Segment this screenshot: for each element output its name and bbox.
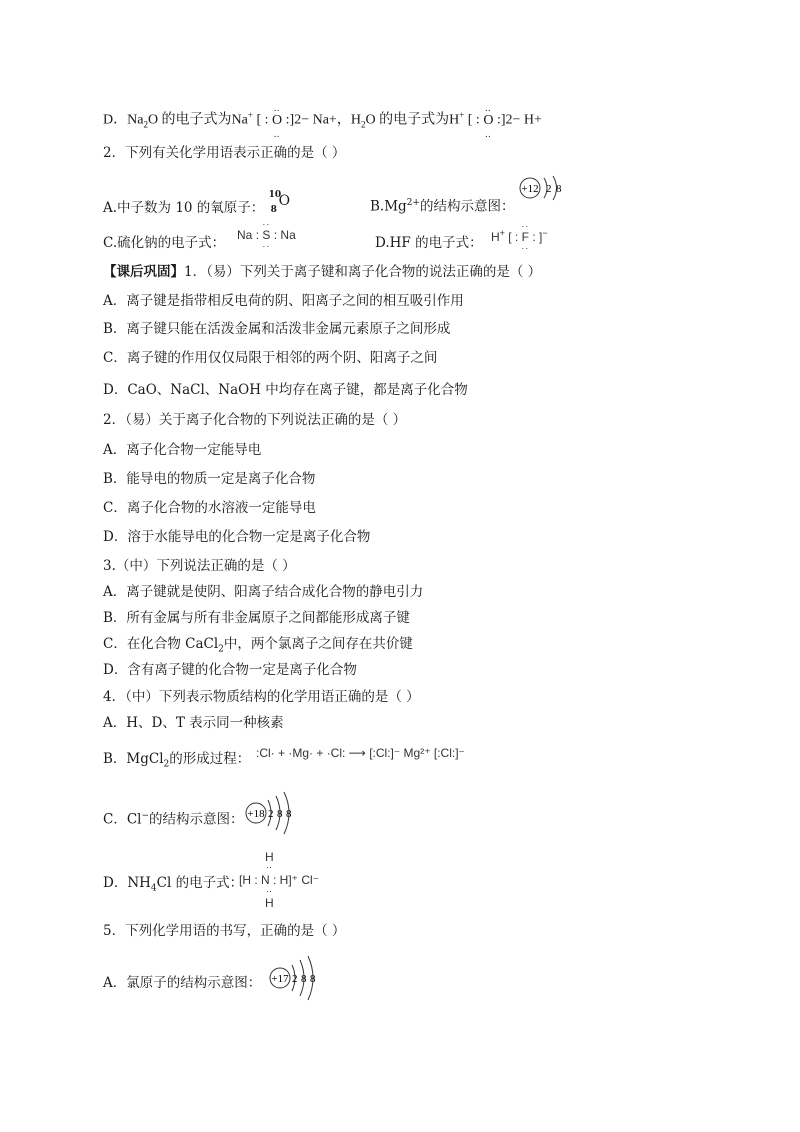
review-q4-d: D．$NH_4Cl$ 的电子式：: [103, 875, 244, 894]
review-q3-d: D．含有离子键的化合物一定是离子化合物: [103, 662, 357, 678]
mg-ion-structure-diagram: [516, 174, 576, 206]
review-q1-c: C．离子键的作用仅仅局限于相邻的两个阴、阳离子之间: [103, 350, 438, 366]
q1d-text2: ，H: [336, 112, 361, 128]
q2-option-b: $B.Mg^{2+}$的结构示意图：: [370, 198, 515, 215]
q1d-h-plus-end: H+: [523, 112, 542, 128]
review-q4-b: B．MgCl$_2$的形成过程：: [103, 751, 251, 770]
mgcl2-formation-process: :Cl· + ·Mg· + ·Cl: ⟶ [:Cl:]⁻ Mg²⁺ [:Cl:]⁻: [256, 746, 465, 760]
na2s-electron-formula: Na : ·· S ·· : Na: [237, 219, 296, 251]
review-q3-b: B．所有金属与所有非金属原子之间都能形成离子键: [103, 610, 410, 626]
review-q5-stem: 5．下列化学用语的书写，正确的是（ ）: [103, 923, 346, 939]
oxygen-isotope: 10 8 O: [268, 190, 291, 215]
q1d-text1: O 的电子式为Na: [147, 112, 248, 128]
review-q1-stem: 【课后巩固】1．（易）下列关于离子键和离子化合物的说法正确的是（ ）: [103, 264, 542, 280]
q1d-text3: O 的电子式为H: [365, 112, 460, 128]
review-heading: 【课后巩固】: [103, 264, 184, 280]
mg-shell-1: 2: [546, 183, 552, 195]
review-q1-a: A．离子键是指带相反电荷的阴、阳离子之间的相互吸引作用: [103, 293, 464, 309]
q2-a-label: A.中子数为 10 的氧原子：: [103, 200, 265, 216]
q1d-na-plus: Na+: [312, 112, 337, 128]
review-q4-stem: 4．（中）下列表示物质结构的化学用语正确的是（ ）: [103, 689, 420, 705]
svg-text:+17: +17: [271, 973, 289, 985]
q1d-sup-plus: +: [247, 110, 253, 120]
q1d-sub1: 2: [143, 119, 148, 130]
mg-shell-2: 8: [556, 183, 562, 195]
svg-text:+18: +18: [247, 808, 265, 820]
q1-option-d: D．$Na_2O$ 的电子式为Na+ [ : ‥ O ‥ :]2− Na+，$H_2O$ 的电子式为H+ [ : ‥ O ‥ :]2− H+: [103, 102, 542, 139]
svg-text:8: 8: [277, 808, 283, 820]
review-q1-b: B．离子键只能在活泼金属和活泼非金属元素原子之间形成: [103, 321, 451, 337]
q1d-charge: ]2−: [289, 112, 310, 128]
review-q2-c: C．离子化合物的水溶液一定能导电: [103, 500, 316, 516]
svg-text:2: 2: [292, 973, 298, 985]
mg-nucleus-label: +12: [521, 183, 539, 195]
svg-text:8: 8: [286, 808, 292, 820]
cl-ion-structure-diagram: [244, 790, 300, 836]
review-q3-stem: 3.（中）下列说法正确的是（ ）: [103, 558, 296, 574]
cl-atom-structure-diagram: [268, 954, 324, 1002]
q1d-label: D．Na: [103, 112, 144, 128]
svg-text:8: 8: [301, 973, 307, 985]
review-q4-c: C．Cl−的结构示意图：: [103, 811, 244, 828]
q1d-bracket-open: [ :: [256, 112, 269, 128]
svg-text:2: 2: [268, 808, 274, 820]
q2-stem: 2．下列有关化学用语表示正确的是（ ）: [103, 145, 346, 161]
q2-option-d: D.HF 的电子式：: [375, 235, 483, 251]
svg-text:8: 8: [310, 973, 316, 985]
review-q5-a: A．氯原子的结构示意图：: [103, 975, 262, 991]
q1d-oxygen: ‥ O ‥: [272, 102, 283, 139]
q2-option-c: C.硫化钠的电子式：: [103, 235, 226, 251]
q1d-oxygen-2: ‥ O ‥: [483, 102, 494, 139]
review-q3-a: A．离子键就是使阴、阳离子结合成化合物的静电引力: [103, 584, 424, 600]
q2-option-a: [103, 190, 291, 217]
hf-electron-formula: H+ [ : ·· F ·· : ]−: [491, 221, 548, 253]
review-q2-stem: 2．（易）关于离子化合物的下列说法正确的是（ ）: [103, 412, 407, 428]
nh4cl-electron-formula: H ·· [H : N : H]⁺ Cl⁻ ·· H: [239, 850, 320, 910]
review-q2-b: B．能导电的物质一定是离子化合物: [103, 471, 316, 487]
review-q2-d: D．溶于水能导电的化合物一定是离子化合物: [103, 529, 371, 545]
review-q1-d: D．CaO、NaCl、NaOH 中均存在离子键，都是离子化合物: [103, 382, 468, 398]
review-q2-a: A．离子化合物一定能导电: [103, 442, 262, 458]
review-q3-c: C．在化合物 CaCl$_2$中，两个氯离子之间存在共价键: [103, 636, 413, 655]
review-q4-a: A．H、D、T 表示同一种核素: [103, 715, 284, 731]
